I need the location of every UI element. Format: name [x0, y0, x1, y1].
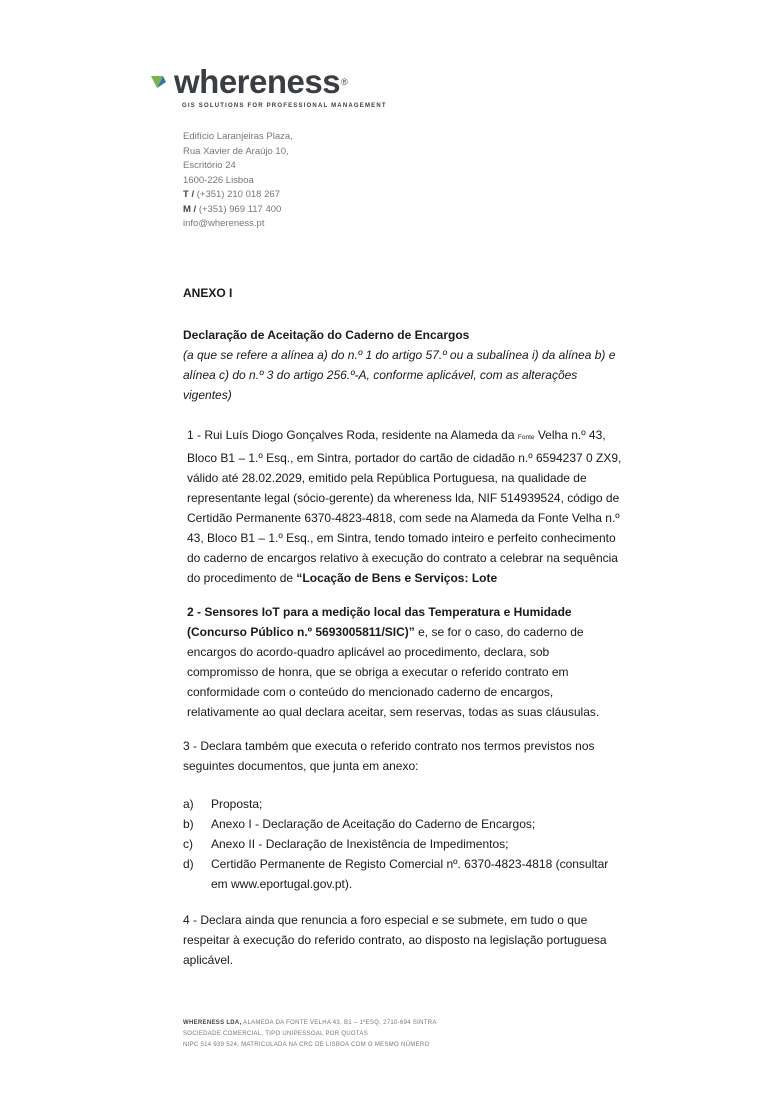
list-marker: b)	[183, 817, 194, 831]
list-text: Certidão Permanente de Registo Comercial nº. 6370-4823-4818 (consultar em www.eportugal.gov.pt).	[211, 857, 609, 891]
document-body	[183, 283, 623, 970]
footer-line-1	[183, 1018, 437, 1029]
paragraph-2	[183, 602, 623, 722]
logo-wordmark: whereness	[174, 63, 341, 100]
paragraph-1-small-word: Fonte	[517, 434, 535, 441]
phone-number: (+351) 210 018 267	[194, 189, 280, 200]
company-logo	[150, 64, 348, 100]
page-footer	[183, 1018, 437, 1051]
footer-line-2: SOCIEDADE COMERCIAL, TIPO UNIPESSOAL POR QUOTAS	[183, 1031, 369, 1037]
list-marker: a)	[183, 797, 194, 811]
declaration-title: Declaração de Aceitação do Caderno de Encargos	[183, 328, 470, 342]
logo-triangle-icon	[150, 70, 172, 94]
annex-documents-list	[183, 794, 623, 894]
logo-registered-mark: ®	[341, 77, 348, 87]
list-marker: d)	[183, 857, 194, 871]
paragraph-1	[183, 425, 623, 588]
footer-line-3: NIPC 514 939 524, MATRICULADA NA CRC DE LISBOA COM O MESMO NÚMERO	[183, 1042, 430, 1048]
logo-tagline: GIS SOLUTIONS FOR PROFESSIONAL MANAGEMENT	[182, 103, 387, 109]
list-marker: c)	[183, 837, 193, 851]
declaration-subtitle: (a que se refere a alínea a) do n.º 1 do artigo 57.º ou a subalínea i) da alínea b) e alínea c) do n.º 3 do artigo 256.º-A, conforme aplicável, com as alterações vigentes)	[183, 348, 616, 402]
paragraph-3: 3 - Declara também que executa o referido contrato nos termos previstos nos seguintes documentos, que junta em anexo:	[183, 739, 595, 773]
mobile-label: M /	[183, 203, 197, 215]
address-line: Escritório 24	[183, 160, 236, 171]
phone-line	[183, 188, 293, 203]
footer-address: ALAMEDA DA FONTE VELHA 43, B1 – 1ºESQ, 2710-694 SINTRA	[241, 1020, 437, 1026]
phone-label: T /	[183, 189, 195, 200]
list-text: Anexo I - Declaração de Aceitação do Caderno de Encargos;	[211, 817, 536, 831]
paragraph-2-lot: 2 - Sensores IoT para a medição local das Temperatura e Humidade (Concurso Público n.º 5693005811/SIC)”	[187, 605, 572, 639]
address-block	[183, 130, 293, 232]
email-link[interactable]: info@whereness.pt	[183, 218, 265, 229]
mobile-line	[183, 203, 293, 218]
list-text: Proposta;	[211, 797, 263, 811]
list-item	[183, 814, 623, 834]
list-item	[183, 854, 623, 894]
address-line: Edifício Laranjeiras Plaza,	[183, 131, 293, 142]
paragraph-2-text: e, se for o caso, do caderno de encargos do acordo-quadro aplicável ao procedimento, declara, sob compromisso de honra, que se obriga a executar o referido contrato em conformidade com o conteúdo do mencionado caderno de encargos, relativamente ao qual declara aceitar, sem reservas, todas as suas cláusulas.	[187, 625, 600, 719]
annex-title: ANEXO I	[183, 286, 233, 300]
address-line: 1600-226 Lisboa	[183, 174, 254, 186]
address-line: Rua Xavier de Araújo 10,	[183, 145, 289, 157]
list-item	[183, 794, 623, 814]
paragraph-4: 4 - Declara ainda que renuncia a foro especial e se submete, em tudo o que respeitar à execução do referido contrato, ao disposto na legislação portuguesa aplicável.	[183, 913, 607, 967]
paragraph-1-text-cont: Velha n.º 43, Bloco B1 – 1.º Esq., em Sintra, portador do cartão de cidadão n.º 6594237 0 ZX9, válido até 28.02.2029, emitido pela República Portuguesa, na qualidade de representante legal (sócio-gerente) da whereness lda, NIF 514939524, código de Certidão Permanente 6370-4823-4818, com sede na Alameda da Fonte Velha n.º 43, Bloco B1 – 1.º Esq., em Sintra, tendo tomado inteiro e perfeito conhecimento do caderno de encargos relativo à execução do contrato a celebrar na sequência do procedimento de	[187, 428, 622, 585]
list-text: Anexo II - Declaração de Inexistência de Impedimentos;	[211, 837, 509, 851]
footer-company: WHERENESS LDA,	[183, 1020, 242, 1026]
paragraph-1-text: 1 - Rui Luís Diogo Gonçalves Roda, residente na Alameda da	[187, 428, 518, 442]
paragraph-1-procedure: “Locação de Bens e Serviços: Lote	[296, 571, 498, 585]
mobile-number: (+351) 969 117 400	[196, 203, 282, 215]
list-item	[183, 834, 623, 854]
